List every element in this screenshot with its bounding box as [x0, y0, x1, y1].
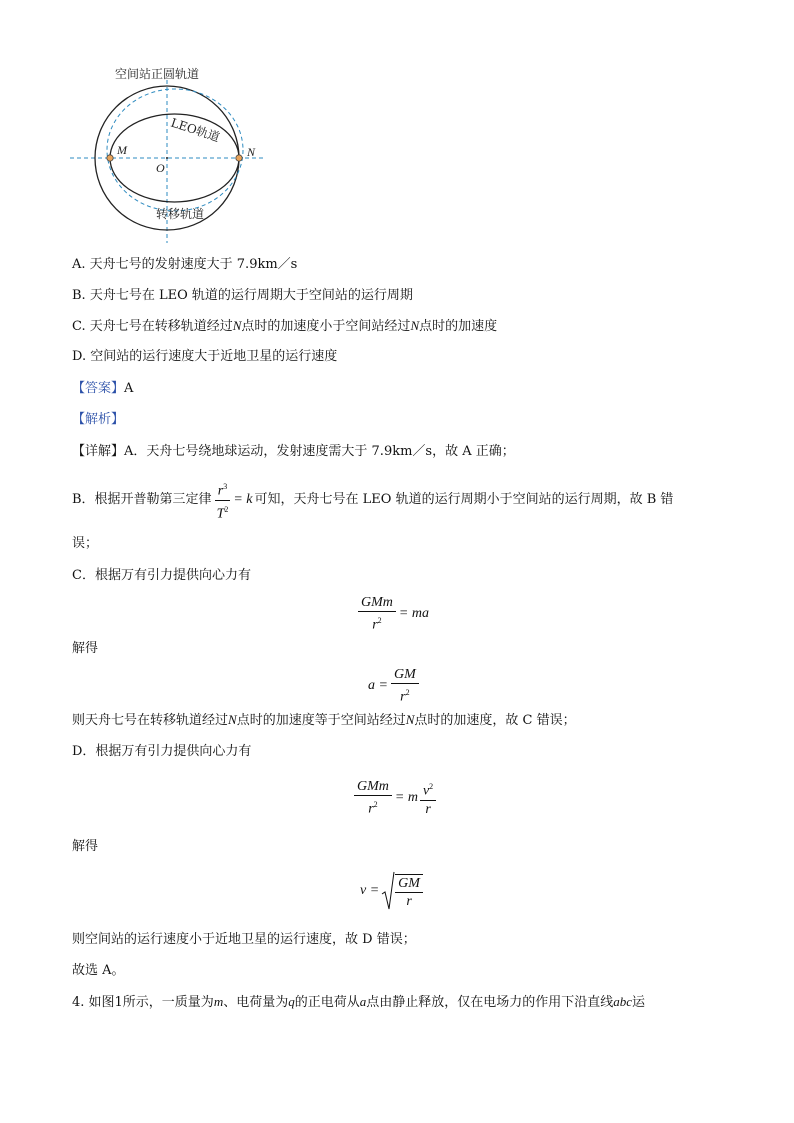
detail-b-cont: 误； [72, 536, 99, 551]
f3-den: r [368, 801, 374, 817]
detail-c-conclusion [72, 711, 576, 730]
point-m-marker [107, 155, 113, 161]
detail-b-line [72, 478, 673, 522]
option-d: D. 空间站的运行速度大于近地卫星的运行速度 [72, 349, 338, 364]
detail-a-text: A．天舟七号绕地球运动，发射速度需大于 7.9km／s，故 A 正确； [124, 444, 515, 459]
f3-num: GMm [354, 778, 392, 796]
answer-value: A [124, 381, 134, 396]
nq-post: 运 [632, 995, 646, 1010]
nq-q: q [288, 994, 295, 1009]
option-c-n1: N [232, 318, 242, 333]
detail-d-line: D．根据万有引力提供向心力有 [72, 744, 252, 759]
kepler-fraction: $\frac{r^3}{T^2}$ [214, 478, 232, 522]
orbit-diagram [60, 58, 280, 248]
detail-d-conclusion: 则空间站的运行速度小于近地卫星的运行速度，故 D 错误； [72, 932, 416, 947]
point-m-label: M [117, 143, 127, 157]
final-choice: 故选 A。 [72, 963, 125, 978]
f1-num: GMm [358, 594, 396, 612]
answer-label: 【答案】 [72, 381, 125, 396]
formula-acceleration: a = $\frac{GM}{r^2}$ [368, 666, 419, 706]
c-concl-n2: N [405, 712, 415, 727]
f4-den: r [406, 894, 412, 909]
f2-den: r [400, 689, 406, 705]
nq-mid1: 、电荷量为 [223, 995, 289, 1010]
c-concl-pre: 则天舟七号在转移轨道经过 [72, 713, 229, 728]
nq-pre: 4. 如图1所示，一质量为 [72, 995, 214, 1010]
c-concl-n1: N [228, 712, 237, 727]
f2-num: GM [391, 666, 419, 684]
formula-velocity [360, 870, 423, 912]
detail-b-post: 可知，天舟七号在 LEO 轨道的运行周期小于空间站的运行周期，故 B 错 [254, 492, 674, 508]
option-c-pre: C. 天舟七号在转移轨道经过 [72, 319, 233, 334]
option-c [72, 317, 497, 336]
c-concl-post: 点时的加速度，故 C 错误； [414, 713, 576, 728]
f4-num: GM [395, 875, 423, 893]
point-o-label: O [156, 161, 165, 175]
nq-mid3: 点由静止释放，仅在电场力的作用下沿直线 [366, 995, 614, 1010]
f3-den2: r [425, 801, 431, 817]
f1-den: r [372, 617, 378, 633]
nq-a: a [359, 994, 367, 1009]
center-dot [166, 157, 168, 159]
detail-c-line: C．根据万有引力提供向心力有 [72, 568, 251, 583]
f3-num2: v [422, 783, 430, 799]
sqrt-sign [381, 870, 395, 912]
formula-gravity-2: $\frac{\text{GMm}}{r^2}$ = m $\frac{v^2}{r}$ [354, 778, 436, 818]
detail-a-line [72, 443, 515, 461]
nq-mid2: 的正电荷从 [294, 995, 360, 1010]
detail-label: 【详解】 [72, 444, 125, 459]
answer-line [72, 380, 133, 398]
c-concl-mid: 点时的加速度等于空间站经过 [236, 713, 406, 728]
f2-lhs: a = [368, 677, 388, 693]
analysis-label [72, 411, 124, 429]
detail-b-pre: B．根据开普勒第三定律 [72, 492, 212, 508]
option-c-n2: N [410, 318, 420, 333]
kepler-den: T [216, 506, 225, 522]
f3-mid: = m [394, 789, 418, 805]
f1-rhs: = ma [398, 605, 429, 621]
solve-label-2: 解得 [72, 839, 99, 854]
leo-orbit [107, 89, 243, 211]
point-n-marker [236, 155, 242, 161]
leo-label: LEO轨道 [169, 115, 222, 145]
nq-m: m [213, 994, 224, 1009]
option-c-mid: 点时的加速度小于空间站经过 [241, 319, 411, 334]
formula-gravity-1: $\frac{\text{GMm}}{r^2}$ = ma [358, 594, 429, 634]
nq-abc: abc [613, 994, 633, 1009]
option-a: A. 天舟七号的发射速度大于 7.9km／s [72, 257, 298, 272]
kepler-num: r [217, 483, 224, 499]
next-question [72, 993, 645, 1012]
point-n-label: N [247, 145, 256, 159]
analysis-label-text: 【解析】 [72, 412, 125, 427]
option-c-post: 点时的加速度 [419, 319, 498, 334]
station-orbit-label: 空间站正圆轨道 [115, 67, 200, 81]
kepler-rhs: = k [233, 492, 253, 508]
option-b: B. 天舟七号在 LEO 轨道的运行周期大于空间站的运行周期 [72, 288, 413, 303]
transfer-label: 转移轨道 [156, 207, 205, 221]
f4-lhs: v = [360, 883, 380, 898]
solve-label-1: 解得 [72, 641, 99, 656]
